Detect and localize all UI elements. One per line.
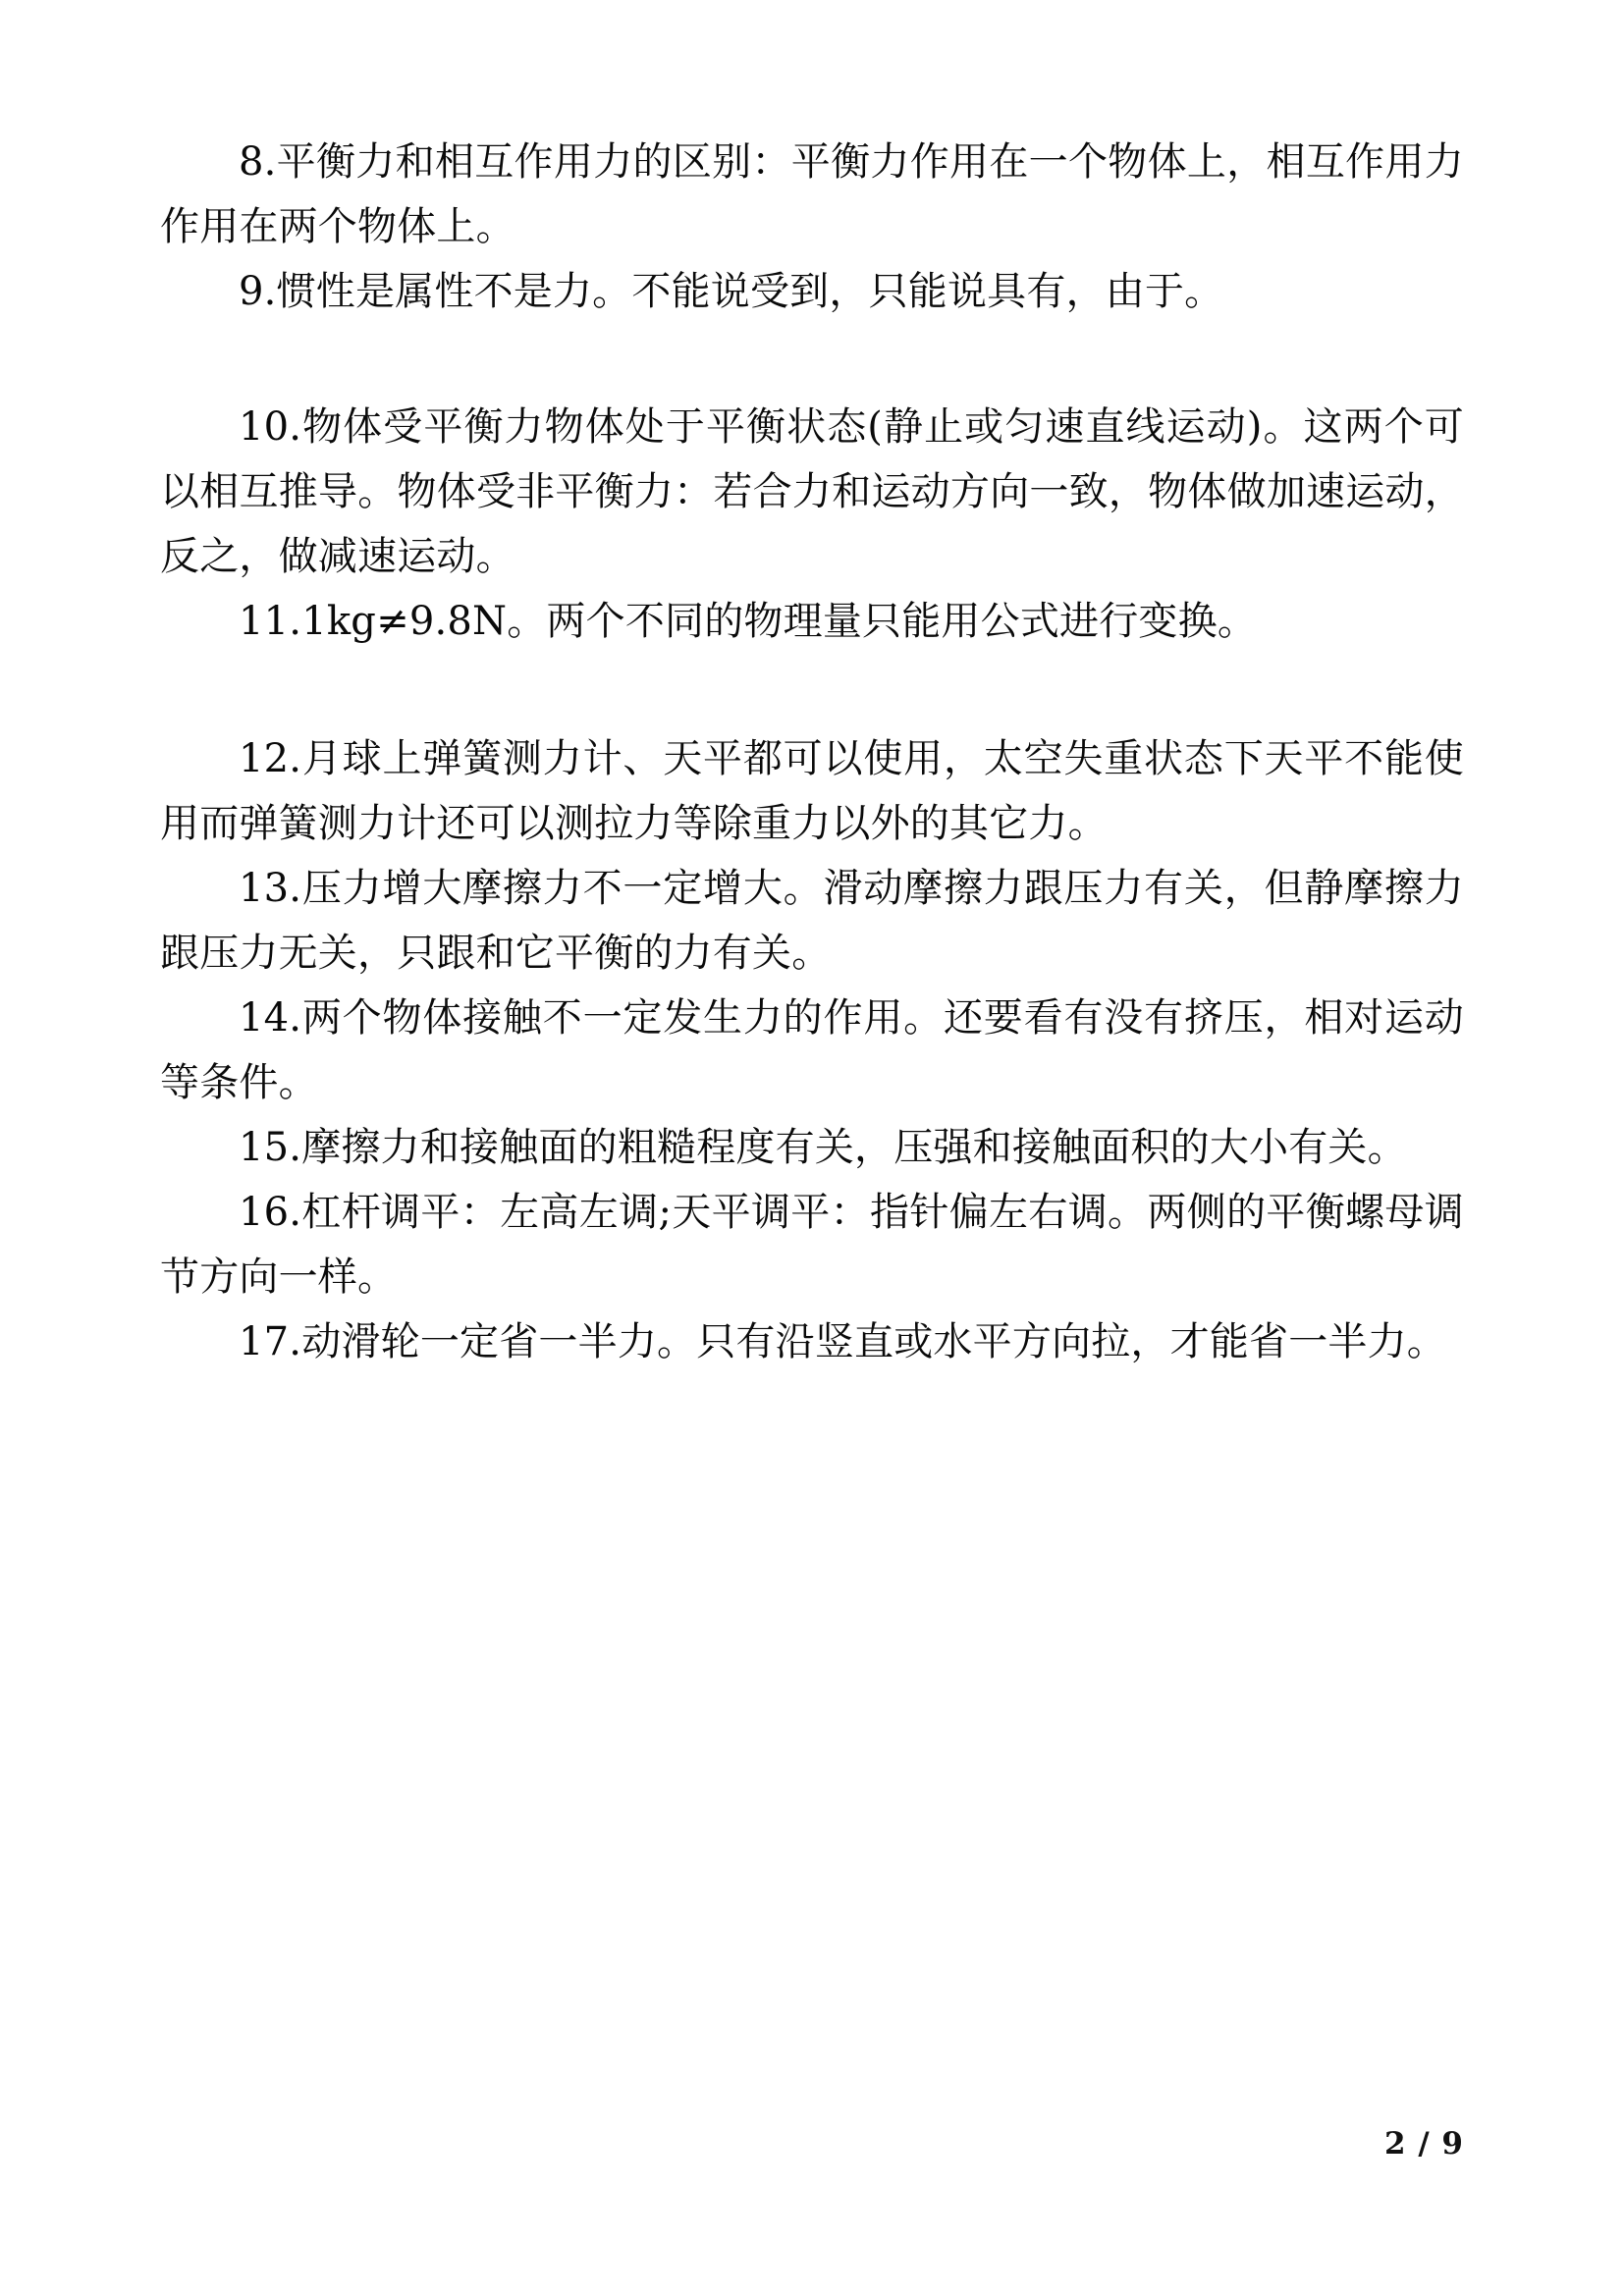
paragraph-item-10: 10.物体受平衡力物体处于平衡状态(静止或匀速直线运动)。这两个可以相互推导。物体受非平衡力：若合力和运动方向一致，物体做加速运动，反之，做减速运动。 [160, 404, 1464, 579]
page-number: 2 / 9 [1383, 2126, 1464, 2162]
page-body-text [160, 130, 1464, 1374]
paragraph-item-12: 12.月球上弹簧测力计、天平都可以使用，太空失重状态下天平不能使用而弹簧测力计还可以测拉力等除重力以外的其它力。 [160, 736, 1464, 846]
paragraph-spacer-after-item-9 [160, 324, 1464, 395]
paragraph-item-11: 11.1kg≠9.8N。两个不同的物理量只能用公式进行变换。 [239, 599, 1258, 644]
paragraph-item-8: 8.平衡力和相互作用力的区别：平衡力作用在一个物体上，相互作用力作用在两个物体上。 [160, 139, 1464, 249]
paragraph-item-13: 13.压力增大摩擦力不一定增大。滑动摩擦力跟压力有关，但静摩擦力跟压力无关，只跟和它平衡的力有关。 [160, 866, 1464, 976]
paragraph-spacer-after-item-11 [160, 654, 1464, 726]
paragraph-item-14: 14.两个物体接触不一定发生力的作用。还要看有没有挤压，相对运动等条件。 [160, 995, 1464, 1105]
paragraph-item-17: 17.动滑轮一定省一半力。只有沿竖直或水平方向拉，才能省一半力。 [239, 1319, 1447, 1364]
paragraph-item-15: 15.摩擦力和接触面的粗糙程度有关，压强和接触面积的大小有关。 [239, 1125, 1407, 1170]
paragraph-item-16: 16.杠杆调平：左高左调;天平调平：指针偏左右调。两侧的平衡螺母调节方向一样。 [160, 1190, 1464, 1300]
paragraph-item-9: 9.惯性是属性不是力。不能说受到，只能说具有，由于。 [239, 269, 1224, 314]
